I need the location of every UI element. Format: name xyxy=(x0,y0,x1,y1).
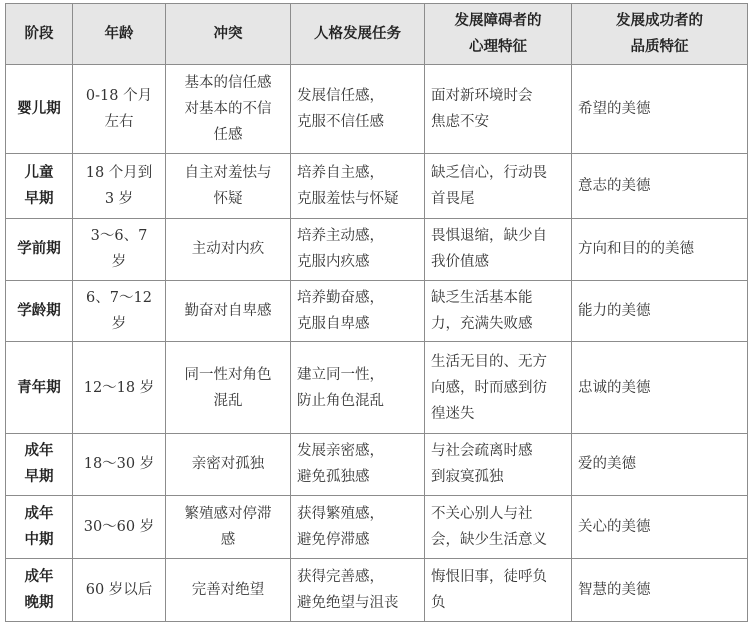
obstacle-cell: 畏惧退缩，缺少自 我价值感 xyxy=(425,218,572,280)
conflict-cell: 同一性对角色 混乱 xyxy=(166,342,291,433)
task-cell: 培养自主感， 克服羞怯与怀疑 xyxy=(291,154,425,219)
obstacle-cell: 与社会疏离时感 到寂寞孤独 xyxy=(425,433,572,496)
success-cell: 爱的美德 xyxy=(572,433,748,496)
table-header-row xyxy=(6,4,748,65)
header-age: 年龄 xyxy=(73,4,166,65)
stage-cell: 儿童 早期 xyxy=(6,154,73,219)
obstacle-cell: 缺乏生活基本能 力，充满失败感 xyxy=(425,280,572,342)
stage-cell: 青年期 xyxy=(6,342,73,433)
header-stage: 阶段 xyxy=(6,4,73,65)
age-cell: 3～6、7 岁 xyxy=(73,218,166,280)
conflict-cell: 自主对羞怯与 怀疑 xyxy=(166,154,291,219)
table-row xyxy=(6,559,748,622)
task-cell: 发展亲密感， 避免孤独感 xyxy=(291,433,425,496)
table-row xyxy=(6,65,748,154)
task-cell: 培养勤奋感， 克服自卑感 xyxy=(291,280,425,342)
success-cell: 意志的美德 xyxy=(572,154,748,219)
conflict-cell: 完善对绝望 xyxy=(166,559,291,622)
conflict-cell: 主动对内疚 xyxy=(166,218,291,280)
table-row xyxy=(6,280,748,342)
stage-cell: 婴儿期 xyxy=(6,65,73,154)
task-cell: 获得完善感， 避免绝望与沮丧 xyxy=(291,559,425,622)
conflict-cell: 基本的信任感 对基本的不信 任感 xyxy=(166,65,291,154)
task-cell: 获得繁殖感， 避免停滞感 xyxy=(291,496,425,559)
success-cell: 能力的美德 xyxy=(572,280,748,342)
age-cell: 12～18 岁 xyxy=(73,342,166,433)
table-row xyxy=(6,218,748,280)
success-cell: 方向和目的的美德 xyxy=(572,218,748,280)
table-row xyxy=(6,342,748,433)
age-cell: 0-18 个月 左右 xyxy=(73,65,166,154)
header-success-traits: 发展成功者的 品质特征 xyxy=(572,4,748,65)
task-cell: 发展信任感， 克服不信任感 xyxy=(291,65,425,154)
header-conflict: 冲突 xyxy=(166,4,291,65)
task-cell: 培养主动感， 克服内疚感 xyxy=(291,218,425,280)
age-cell: 18～30 岁 xyxy=(73,433,166,496)
obstacle-cell: 不关心别人与社 会，缺少生活意义 xyxy=(425,496,572,559)
stage-cell: 成年 早期 xyxy=(6,433,73,496)
header-task: 人格发展任务 xyxy=(291,4,425,65)
header-obstacle-traits: 发展障碍者的 心理特征 xyxy=(425,4,572,65)
success-cell: 关心的美德 xyxy=(572,496,748,559)
stage-cell: 成年 中期 xyxy=(6,496,73,559)
obstacle-cell: 缺乏信心，行动畏 首畏尾 xyxy=(425,154,572,219)
conflict-cell: 亲密对孤独 xyxy=(166,433,291,496)
success-cell: 希望的美德 xyxy=(572,65,748,154)
conflict-cell: 勤奋对自卑感 xyxy=(166,280,291,342)
age-cell: 60 岁以后 xyxy=(73,559,166,622)
task-cell: 建立同一性， 防止角色混乱 xyxy=(291,342,425,433)
success-cell: 智慧的美德 xyxy=(572,559,748,622)
conflict-cell: 繁殖感对停滞 感 xyxy=(166,496,291,559)
age-cell: 30～60 岁 xyxy=(73,496,166,559)
stage-cell: 学前期 xyxy=(6,218,73,280)
age-cell: 6、7～12 岁 xyxy=(73,280,166,342)
table-row xyxy=(6,433,748,496)
age-cell: 18 个月到 3 岁 xyxy=(73,154,166,219)
obstacle-cell: 悔恨旧事，徒呼负 负 xyxy=(425,559,572,622)
table-row xyxy=(6,496,748,559)
success-cell: 忠诚的美德 xyxy=(572,342,748,433)
erikson-stages-table xyxy=(5,3,748,622)
obstacle-cell: 生活无目的、无方 向感，时而感到彷 徨迷失 xyxy=(425,342,572,433)
obstacle-cell: 面对新环境时会 焦虑不安 xyxy=(425,65,572,154)
stage-cell: 成年 晚期 xyxy=(6,559,73,622)
stage-cell: 学龄期 xyxy=(6,280,73,342)
table-row xyxy=(6,154,748,219)
